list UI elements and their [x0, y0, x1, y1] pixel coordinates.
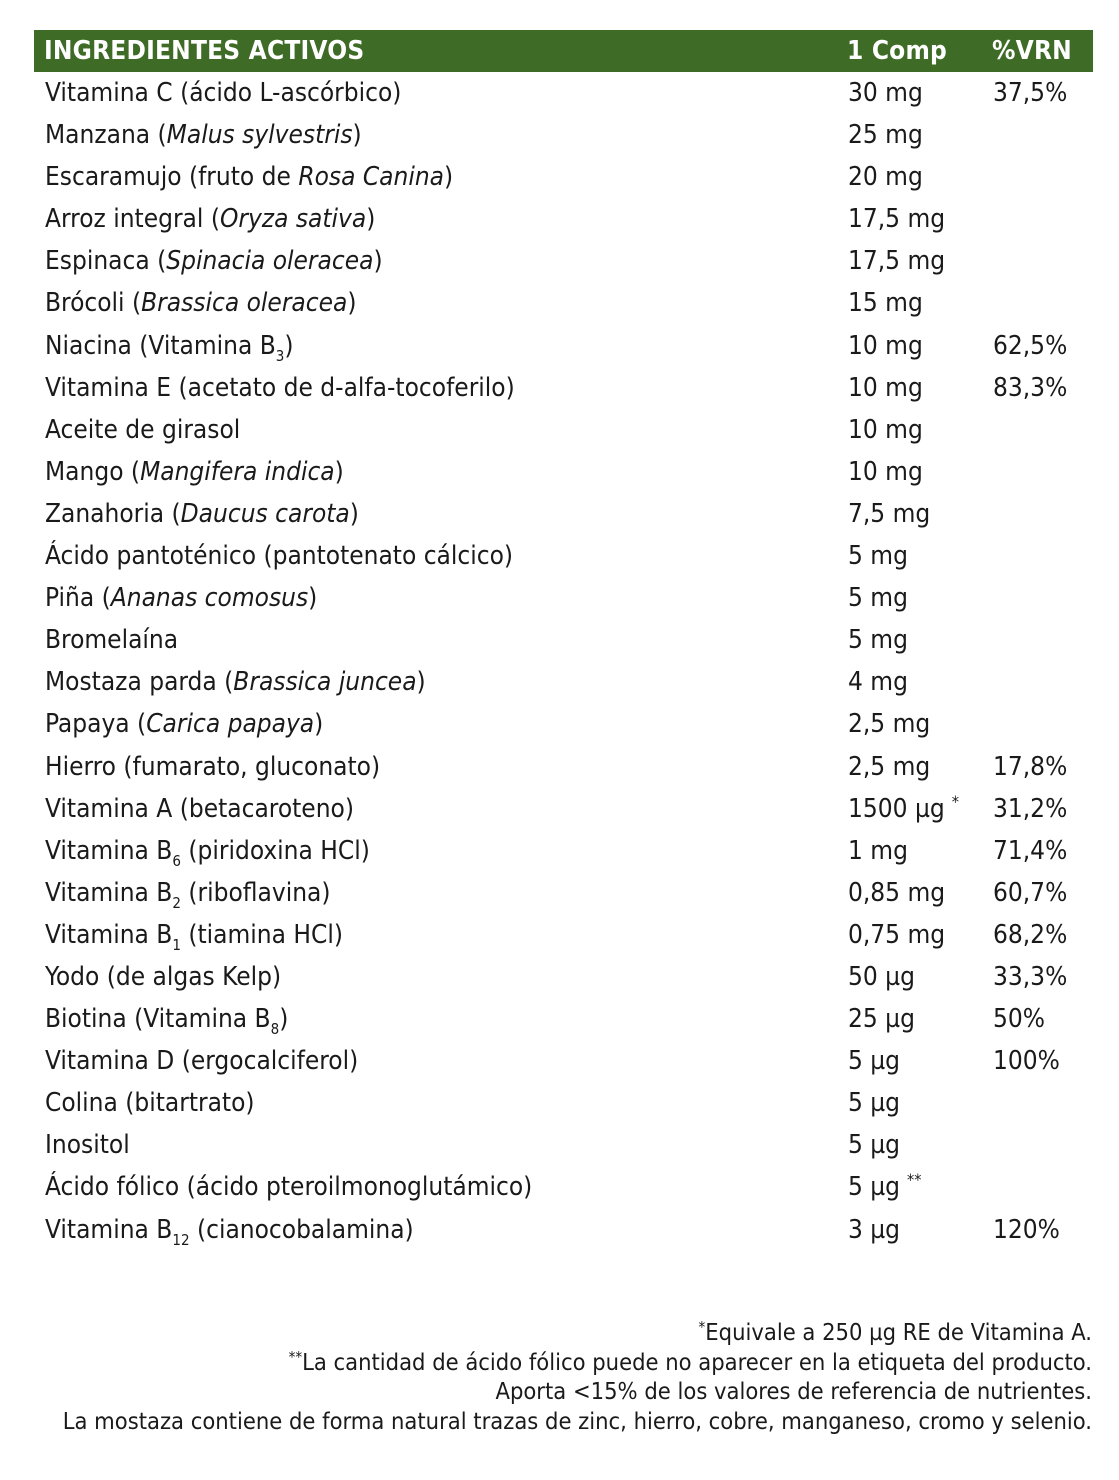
ingredient-amount [848, 499, 930, 529]
footnote-text: La cantidad de ácido fólico puede no aparecer en la etiqueta del producto. [302, 1347, 1092, 1376]
name-text: ) [284, 330, 294, 361]
name-text: Ácido pantoténico (pantotenato cálcico) [45, 541, 514, 572]
ingredient-amount [848, 752, 930, 782]
name-text: ) [347, 288, 357, 319]
ingredient-vrn: 17,8% [993, 751, 1068, 782]
amount-value: 0,75 mg [848, 919, 946, 950]
ingredient-amount [848, 709, 930, 739]
ingredient-name [45, 835, 370, 870]
name-text: Piña ( [45, 583, 111, 614]
ingredient-name [45, 919, 343, 954]
name-text: Vitamina B [45, 835, 173, 866]
ingredient-name [45, 120, 362, 150]
table-row [0, 495, 1119, 537]
table-row [0, 874, 1119, 916]
ingredient-amount [848, 457, 923, 487]
ingredients-table [0, 74, 1119, 1253]
name-text: Papaya ( [45, 709, 147, 740]
amount-value: 2,5 mg [848, 709, 931, 740]
table-row [0, 453, 1119, 495]
latin-name: Ananas comosus [110, 583, 309, 614]
subscript: 8 [270, 1020, 280, 1039]
ingredient-name [45, 78, 401, 108]
table-row [0, 116, 1119, 158]
table-row [0, 1084, 1119, 1126]
name-text: Inositol [45, 1130, 130, 1161]
ingredient-vrn: 120% [993, 1214, 1060, 1245]
name-text: ) [308, 583, 318, 614]
ingredient-vrn: 100% [993, 1046, 1060, 1077]
footnote-line [63, 1407, 1092, 1437]
name-text: ) [279, 1004, 289, 1035]
ingredient-vrn: 71,4% [993, 835, 1068, 866]
table-row [0, 1126, 1119, 1168]
table-row [0, 705, 1119, 747]
amount-value: 10 mg [848, 330, 923, 361]
ingredient-amount [848, 625, 908, 655]
footnote-line [63, 1318, 1092, 1348]
amount-value: 2,5 mg [848, 751, 931, 782]
ingredient-amount [848, 78, 923, 108]
ingredient-name [45, 1004, 289, 1039]
amount-value: 1500 µg [848, 793, 945, 824]
table-row [0, 1042, 1119, 1084]
table-row [0, 790, 1119, 832]
ingredient-name [45, 204, 375, 234]
table-row [0, 158, 1119, 200]
ingredient-vrn: 33,3% [993, 961, 1068, 992]
amount-value: 30 mg [848, 78, 923, 108]
ingredient-name [45, 288, 357, 318]
amount-value: 25 µg [848, 1004, 915, 1035]
amount-value: 25 mg [848, 120, 923, 151]
amount-value: 5 µg [848, 1172, 901, 1203]
amount-value: 10 mg [848, 372, 923, 403]
table-row [0, 1211, 1119, 1253]
table-row [0, 537, 1119, 579]
ingredient-amount [848, 1172, 921, 1202]
table-row [0, 411, 1119, 453]
ingredient-amount [848, 204, 945, 234]
name-text: ) [349, 498, 359, 529]
ingredient-name [45, 541, 513, 571]
amount-value: 17,5 mg [848, 204, 946, 235]
amount-value: 5 mg [848, 541, 908, 572]
name-text: Zanahoria ( [45, 498, 181, 529]
amount-value: 5 mg [848, 625, 908, 656]
name-text: Brócoli ( [45, 288, 142, 319]
name-text: ) [416, 667, 426, 698]
table-row [0, 284, 1119, 326]
name-text: Mostaza parda ( [45, 667, 234, 698]
name-text: (piridoxina HCl) [180, 835, 370, 866]
amount-value: 3 µg [848, 1214, 901, 1245]
amount-value: 50 µg [848, 961, 915, 992]
ingredient-name [45, 625, 178, 655]
ingredient-amount [848, 920, 945, 950]
name-text: Escaramujo (fruto de [45, 162, 299, 193]
amount-value: 10 mg [848, 456, 923, 487]
ingredient-vrn: 31,2% [993, 793, 1068, 824]
ingredient-amount [848, 331, 923, 361]
footnote-text: Equivale a 250 µg RE de Vitamina A. [705, 1318, 1092, 1346]
latin-name: Malus sylvestris [166, 120, 353, 151]
latin-name: Carica papaya [146, 709, 315, 740]
name-text: Hierro (fumarato, gluconato) [45, 751, 381, 782]
subscript: 2 [172, 893, 181, 912]
ingredient-amount [848, 1004, 915, 1034]
name-text: Vitamina B [45, 877, 173, 908]
amount-value: 5 µg [848, 1130, 901, 1161]
ingredient-name [45, 330, 294, 365]
amount-value: 15 mg [848, 288, 923, 319]
ingredient-name [45, 246, 383, 276]
name-text: Manzana ( [45, 120, 167, 151]
footnote-marker: * [698, 1318, 706, 1336]
latin-name: Daucus carota [180, 498, 350, 529]
name-text: Ácido fólico (ácido pteroilmonoglutámico) [45, 1172, 533, 1203]
footnote-marker: ** [288, 1347, 303, 1366]
ingredient-amount [848, 1046, 900, 1076]
subscript: 3 [275, 346, 285, 365]
name-text: ) [366, 204, 376, 235]
amount-value: 10 mg [848, 414, 923, 445]
ingredient-name [45, 752, 380, 782]
table-row [0, 832, 1119, 874]
subscript: 12 [172, 1230, 190, 1249]
ingredient-name [45, 457, 344, 487]
ingredient-name [45, 499, 359, 529]
ingredient-amount [848, 1088, 900, 1118]
amount-value: 0,85 mg [848, 877, 946, 908]
latin-name: Brassica oleracea [141, 288, 348, 319]
ingredient-name [45, 709, 323, 739]
footnote-text: Aporta <15% de los valores de referencia de nutrientes. [495, 1377, 1092, 1405]
name-text: ) [444, 162, 454, 193]
ingredient-name [45, 1046, 358, 1076]
ingredient-name [45, 373, 515, 403]
ingredient-vrn: 68,2% [993, 919, 1068, 950]
latin-name: Mangifera indica [140, 456, 335, 487]
name-text: Vitamina D (ergocalciferol) [45, 1046, 359, 1077]
ingredient-amount [848, 836, 908, 866]
amount-value: 1 mg [848, 835, 908, 866]
header-vrn: %VRN [992, 36, 1072, 66]
table-row [0, 74, 1119, 116]
name-text: (cianocobalamina) [189, 1214, 414, 1245]
amount-value: 7,5 mg [848, 498, 931, 529]
ingredient-amount [848, 288, 923, 318]
name-text: Vitamina B [45, 1214, 173, 1245]
ingredient-name [45, 1130, 130, 1160]
ingredient-name [45, 962, 281, 992]
ingredient-amount [848, 246, 945, 276]
amount-value: 5 µg [848, 1046, 901, 1077]
ingredient-amount [848, 162, 923, 192]
table-row [0, 1168, 1119, 1210]
table-header [34, 30, 1093, 72]
name-text: Bromelaína [45, 625, 179, 656]
name-text: Yodo (de algas Kelp) [45, 961, 282, 992]
table-row [0, 1000, 1119, 1042]
subscript: 6 [172, 851, 181, 870]
ingredient-name [45, 1088, 255, 1118]
table-row [0, 579, 1119, 621]
latin-name: Spinacia oleracea [166, 246, 374, 277]
latin-name: Rosa Canina [298, 162, 444, 193]
amount-value: 4 mg [848, 667, 908, 698]
name-text: Vitamina C (ácido L-ascórbico) [45, 78, 402, 108]
name-text: Niacina (Vitamina B [45, 330, 276, 361]
table-row [0, 369, 1119, 411]
amount-value: 20 mg [848, 162, 923, 193]
table-row [0, 242, 1119, 284]
name-text: ) [352, 120, 362, 151]
name-text: Mango ( [45, 456, 141, 487]
amount-value: 5 mg [848, 583, 908, 614]
subscript: 1 [172, 935, 181, 954]
ingredient-amount [848, 1130, 900, 1160]
ingredient-name [45, 1214, 414, 1249]
ingredient-name [45, 162, 453, 192]
header-ingredients: INGREDIENTES ACTIVOS [44, 36, 365, 66]
name-text: (tiamina HCl) [180, 919, 343, 950]
ingredient-amount [848, 415, 923, 445]
amount-value: 17,5 mg [848, 246, 946, 277]
table-row [0, 663, 1119, 705]
ingredient-amount [848, 541, 908, 571]
name-text: Biotina (Vitamina B [45, 1004, 271, 1035]
name-text: ) [334, 456, 344, 487]
footnote-line [63, 1377, 1092, 1407]
ingredient-vrn: 37,5% [993, 78, 1068, 108]
table-row [0, 916, 1119, 958]
table-row [0, 621, 1119, 663]
name-text: (riboflavina) [180, 877, 331, 908]
ingredient-amount [848, 667, 908, 697]
latin-name: Brassica juncea [233, 667, 417, 698]
ingredient-amount [848, 1215, 900, 1245]
footnote-marker: * [951, 791, 959, 811]
amount-value: 5 µg [848, 1088, 901, 1119]
ingredient-amount [848, 878, 945, 908]
name-text: Vitamina A (betacaroteno) [45, 793, 354, 824]
footnote-marker: ** [907, 1170, 922, 1190]
name-text: Colina (bitartrato) [45, 1088, 255, 1119]
table-row [0, 958, 1119, 1000]
latin-name: Oryza sativa [219, 204, 367, 235]
ingredient-amount [848, 962, 915, 992]
ingredient-amount [848, 791, 959, 824]
ingredient-amount [848, 373, 923, 403]
header-amount: 1 Comp [847, 36, 947, 66]
ingredient-vrn: 50% [993, 1004, 1045, 1035]
ingredient-amount [848, 120, 923, 150]
footnote-line [63, 1348, 1092, 1378]
ingredient-name [45, 415, 240, 445]
ingredient-name [45, 583, 317, 613]
ingredient-name [45, 877, 331, 912]
name-text: ) [314, 709, 324, 740]
ingredient-vrn: 60,7% [993, 877, 1068, 908]
table-row [0, 748, 1119, 790]
name-text: Vitamina B [45, 919, 173, 950]
name-text: ) [373, 246, 383, 277]
ingredient-vrn: 83,3% [993, 372, 1068, 403]
footnote-text: La mostaza contiene de forma natural trazas de zinc, hierro, cobre, manganeso, cromo y selenio. [62, 1406, 1092, 1435]
table-row [0, 200, 1119, 242]
name-text: Vitamina E (acetato de d-alfa-tocoferilo) [45, 372, 515, 403]
ingredient-name [45, 794, 354, 824]
ingredient-name [45, 667, 426, 697]
name-text: Aceite de girasol [45, 414, 241, 445]
ingredient-amount [848, 583, 908, 613]
footnotes [63, 1318, 1092, 1436]
ingredient-name [45, 1172, 532, 1202]
name-text: Arroz integral ( [45, 204, 220, 235]
ingredient-vrn: 62,5% [993, 330, 1068, 361]
name-text: Espinaca ( [45, 246, 167, 277]
table-row [0, 327, 1119, 369]
